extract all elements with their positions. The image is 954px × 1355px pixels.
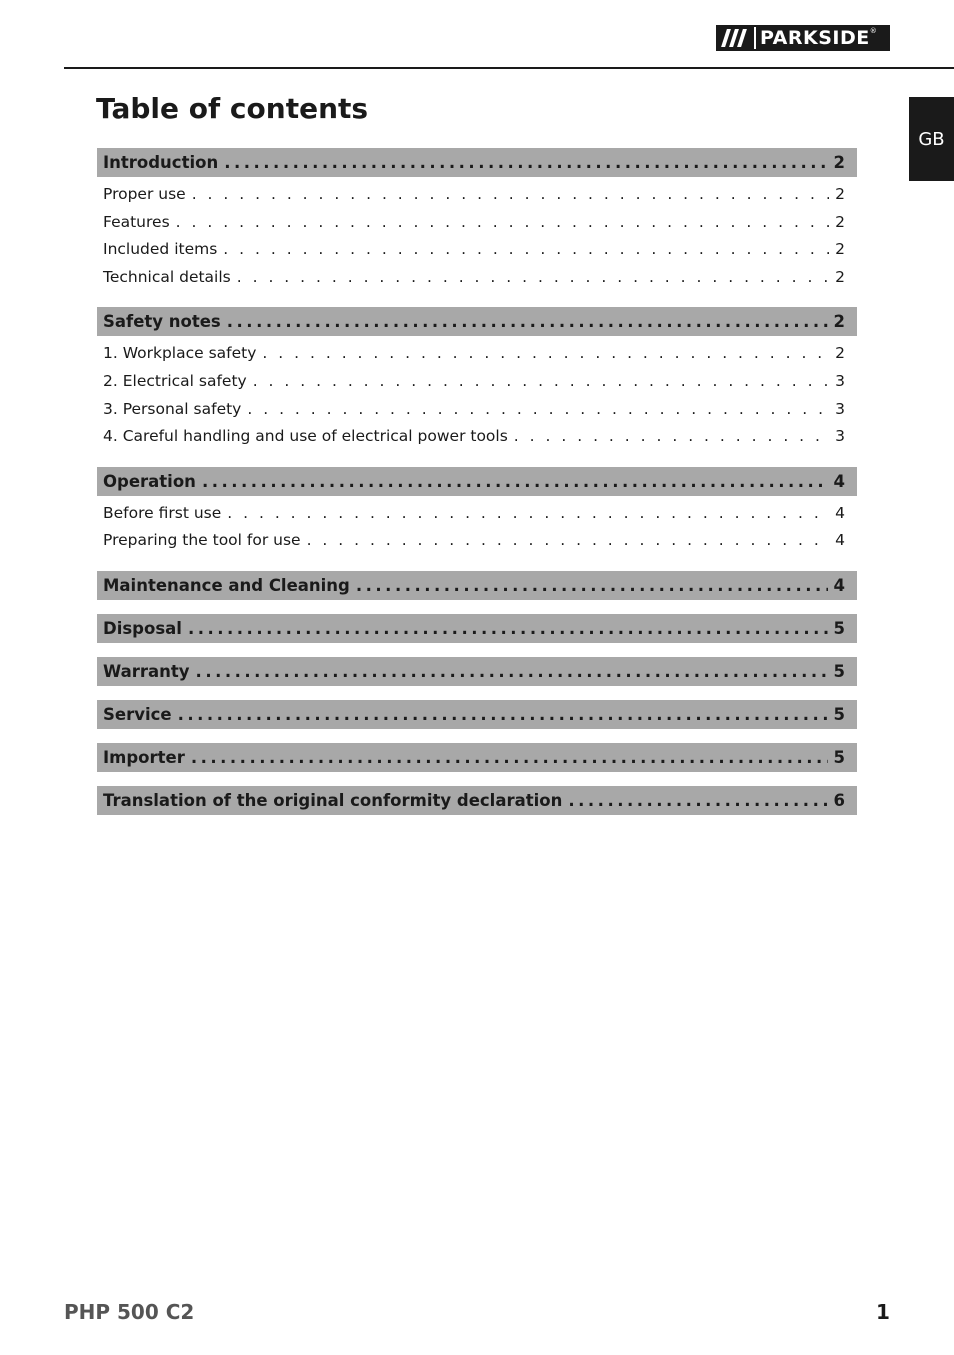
toc-section [97, 657, 857, 686]
toc-entry-page: 2 [835, 344, 845, 363]
logo-stripes-icon [716, 25, 750, 51]
logo-registered-mark: ® [869, 27, 877, 35]
footer-model: PHP 500 C2 [64, 1300, 195, 1324]
toc-entry-text: Technical details [103, 267, 231, 286]
language-tab: GB [909, 97, 954, 181]
toc-heading-page: 2 [833, 153, 845, 172]
toc-leader-dots [253, 368, 829, 396]
toc-section-heading[interactable] [97, 743, 857, 772]
toc-leader-dots [227, 500, 829, 528]
toc-leader-dots [196, 662, 828, 681]
toc-leader-dots [224, 153, 827, 172]
toc-section-heading[interactable] [97, 467, 857, 496]
toc-leader-dots [247, 396, 829, 424]
toc-entry-list [97, 177, 857, 291]
toc-entry-page: 2 [835, 240, 845, 259]
toc-section-heading[interactable] [97, 614, 857, 643]
toc-entry-page: 2 [835, 267, 845, 286]
toc-heading-text: Translation of the original conformity declaration [103, 790, 563, 810]
toc-leader-dots [262, 340, 829, 368]
toc-section-heading[interactable] [97, 307, 857, 336]
toc-entry-text: Preparing the tool for use [103, 531, 301, 550]
toc-entry[interactable] [103, 396, 845, 424]
toc-entry-text: Included items [103, 240, 218, 259]
toc-entry[interactable] [103, 423, 845, 451]
page-title: Table of contents [96, 92, 369, 125]
toc-leader-dots [356, 576, 828, 595]
toc-entry[interactable] [103, 209, 845, 237]
toc-entry-text: 1. Workplace safety [103, 344, 257, 363]
toc-entry[interactable] [103, 264, 845, 292]
toc-section [97, 743, 857, 772]
toc-entry[interactable] [103, 527, 845, 555]
toc-entry[interactable] [103, 340, 845, 368]
toc-leader-dots [202, 472, 828, 491]
toc-entry-page: 3 [835, 371, 845, 390]
toc-leader-dots [307, 527, 830, 555]
toc-entry-page: 3 [835, 399, 845, 418]
toc-entry-text: Before first use [103, 503, 222, 522]
toc-section-heading[interactable] [97, 148, 857, 177]
toc-entry-page: 4 [835, 503, 845, 522]
toc-heading-page: 4 [833, 471, 845, 491]
toc-section [97, 786, 857, 815]
toc-section [97, 307, 857, 450]
toc-heading-page: 2 [833, 312, 845, 332]
toc-leader-dots [514, 423, 829, 451]
toc-entry[interactable] [103, 181, 845, 209]
toc-heading-text: Safety notes [103, 312, 221, 332]
toc-section [97, 571, 857, 600]
toc-section-heading[interactable] [97, 700, 857, 729]
toc-heading-page: 5 [833, 747, 845, 767]
toc-entry-page: 2 [835, 212, 845, 231]
toc-heading-text: Warranty [103, 661, 190, 681]
toc-section [97, 614, 857, 643]
toc-entry[interactable] [103, 236, 845, 264]
toc-section [97, 148, 857, 291]
toc-entry-list [97, 496, 857, 555]
toc-section-heading[interactable] [97, 786, 857, 815]
toc-section [97, 700, 857, 729]
toc-heading-text: Disposal [103, 618, 182, 638]
toc-entry-list [97, 336, 857, 450]
toc-leader-dots [188, 619, 828, 638]
toc-entry-text: Features [103, 212, 170, 231]
toc-heading-page: 5 [833, 618, 845, 638]
toc-entry-text: 4. Careful handling and use of electrical power tools [103, 427, 508, 446]
toc-leader-dots [191, 748, 828, 767]
toc-heading-text: Operation [103, 471, 196, 491]
toc-heading-page: 6 [833, 790, 845, 810]
toc-entry[interactable] [103, 500, 845, 528]
toc-heading-page: 5 [833, 704, 845, 724]
toc-entry-page: 3 [835, 427, 845, 446]
toc-entry-text: Proper use [103, 185, 186, 203]
toc-entry[interactable] [103, 368, 845, 396]
parkside-logo [716, 25, 890, 51]
toc-heading-page: 4 [833, 575, 845, 595]
toc-entry-page: 2 [835, 185, 845, 203]
toc-heading-text: Service [103, 704, 172, 724]
footer-page-number: 1 [876, 1300, 890, 1324]
table-of-contents [97, 148, 857, 829]
toc-section-heading[interactable] [97, 571, 857, 600]
toc-entry-text: 2. Electrical safety [103, 371, 247, 390]
toc-entry-page: 4 [835, 531, 845, 550]
toc-leader-dots [178, 705, 828, 724]
toc-leader-dots [192, 181, 829, 209]
header-rule [64, 67, 954, 69]
toc-leader-dots [227, 312, 828, 331]
toc-leader-dots [176, 209, 829, 237]
toc-section [97, 467, 857, 555]
toc-leader-dots [568, 791, 827, 810]
toc-leader-dots [223, 236, 829, 264]
toc-heading-page: 5 [833, 661, 845, 681]
toc-section-heading[interactable] [97, 657, 857, 686]
logo-text: PARKSIDE [754, 27, 870, 49]
toc-heading-text: Importer [103, 747, 185, 767]
toc-leader-dots [237, 264, 829, 292]
toc-heading-text: Introduction [103, 153, 219, 172]
toc-heading-text: Maintenance and Cleaning [103, 575, 350, 595]
toc-entry-text: 3. Personal safety [103, 399, 242, 418]
